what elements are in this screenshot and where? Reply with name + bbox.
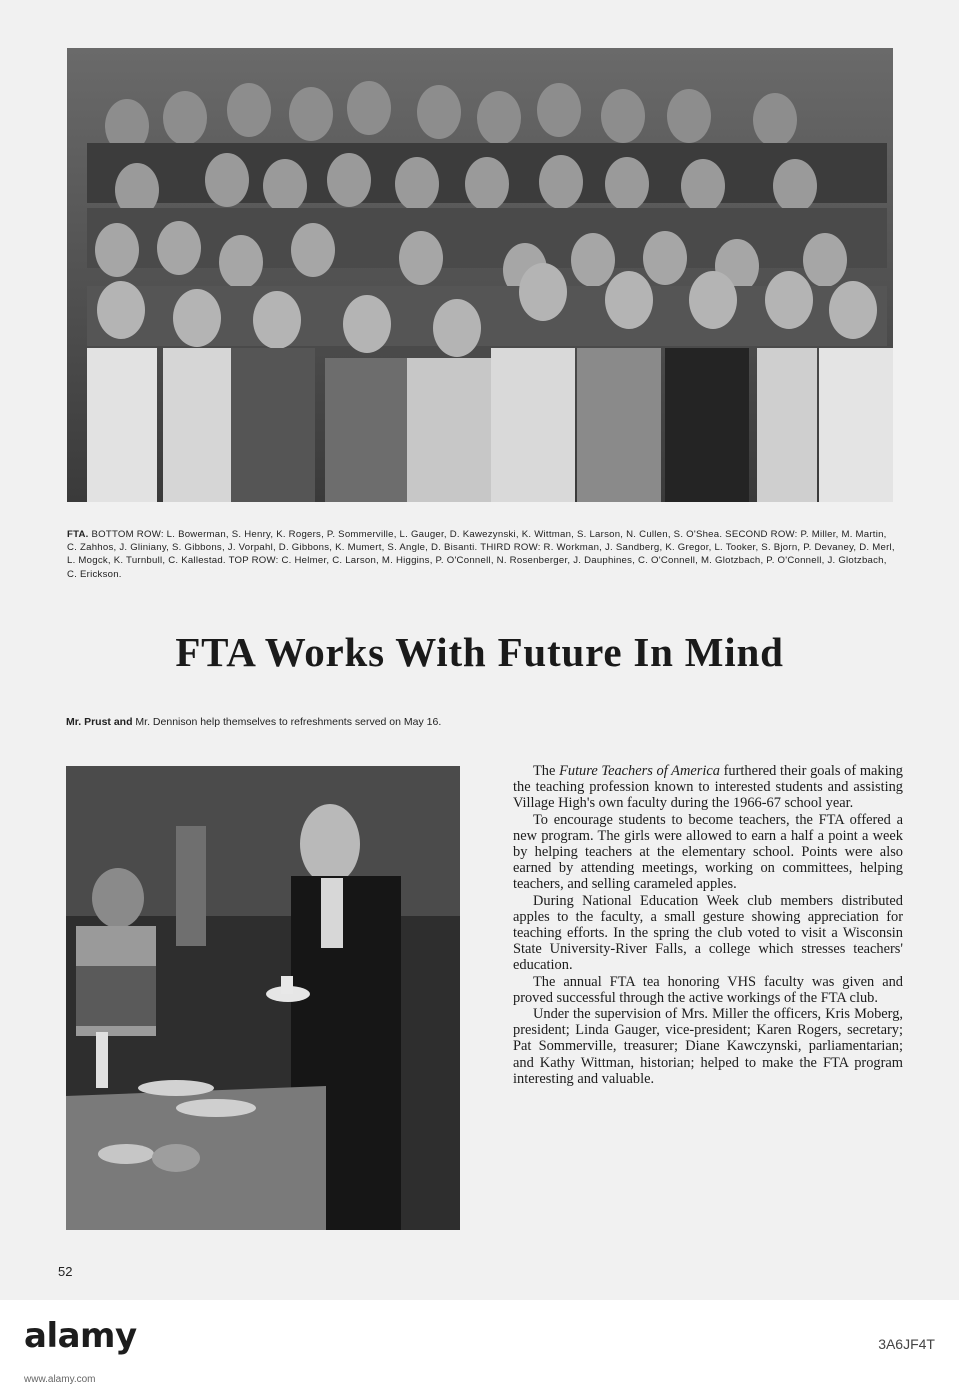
article-body xyxy=(513,763,903,1087)
article-emphasis: Future Teachers of America xyxy=(559,763,720,779)
page-number: 52 xyxy=(58,1264,73,1279)
group-photo-caption xyxy=(67,528,897,581)
article-paragraph xyxy=(513,763,903,812)
article-paragraph: Under the supervision of Mrs. Miller the officers, Kris Moberg, president; Linda Gauger, vice-president; Karen Rogers, secretary; Pat Sommerville, treasurer; Diane Kawczynski, parliamentarian; and Kathy Wittman, historian; helped to make the FTA program interesting and valuable. xyxy=(513,1006,903,1087)
image-id: 3A6JF4T xyxy=(878,1336,935,1352)
article-paragraph: To encourage students to become teachers, the FTA offered a new program. The girls were allowed to earn a half a point a week by helping teachers at the elementary school. Points were also earned by attending meetings, working on committees, helping teachers, and selling carameled apples. xyxy=(513,811,903,893)
article-text: The xyxy=(533,763,560,779)
watermark-banner xyxy=(0,1300,959,1390)
refreshment-photo-image xyxy=(66,766,460,1230)
caption-text: Mr. Dennison help themselves to refreshments served on May 16. xyxy=(132,716,442,728)
caption-lead: FTA. xyxy=(67,529,89,540)
group-photo xyxy=(67,48,893,502)
caption-text: BOTTOM ROW: L. Bowerman, S. Henry, K. Rogers, P. Sommerville, L. Gauger, D. Kawezynski, K. Wittman, S. Larson, N. Cullen, S. O'Shea. SECOND ROW: P. Miller, M. Martin, C. Zahhos, J. Gliniany, S. Gibbons, J. Vorpahl, D. Gibbons, K. Mumert, S. Angle, D. Bisanti. THIRD ROW: R. Workman, J. Sandberg, K. Gregor, L. Tooker, S. Bjorn, P. Devaney, D. Merl, L. Mogck, K. Turnbull, C. Kallestad. TOP ROW: C. Helmer, C. Larson, M. Higgins, P. O'Connell, N. Rosenberger, J. Dauphines, C. O'Connell, M. Glotzbach, P. O'Connell, J. Glotzbach, C. Erickson. xyxy=(67,529,895,580)
refreshment-photo-caption xyxy=(66,716,476,730)
page-title: FTA Works With Future In Mind xyxy=(175,629,784,675)
brand-logo: alamy xyxy=(24,1316,137,1356)
site-url[interactable]: www.alamy.com xyxy=(24,1374,96,1385)
article-text: furthered their goals of making the teaching profession known to interested students and assisting Village High's own faculty during the 1966-67 school year. xyxy=(513,763,903,812)
article-paragraph: During National Education Week club members distributed apples to the faculty, a small gesture showing appreciation for teaching efforts. In the spring the club voted to visit a Wisconsin State University-River Falls, a college which stresses teachers' education. xyxy=(513,892,903,974)
article-paragraph: The annual FTA tea honoring VHS faculty was given and proved successful through the active workings of the FTA club. xyxy=(513,973,903,1006)
refreshment-photo xyxy=(66,766,460,1230)
group-photo-image xyxy=(67,48,893,502)
caption-lead: Mr. Prust and xyxy=(66,716,133,728)
